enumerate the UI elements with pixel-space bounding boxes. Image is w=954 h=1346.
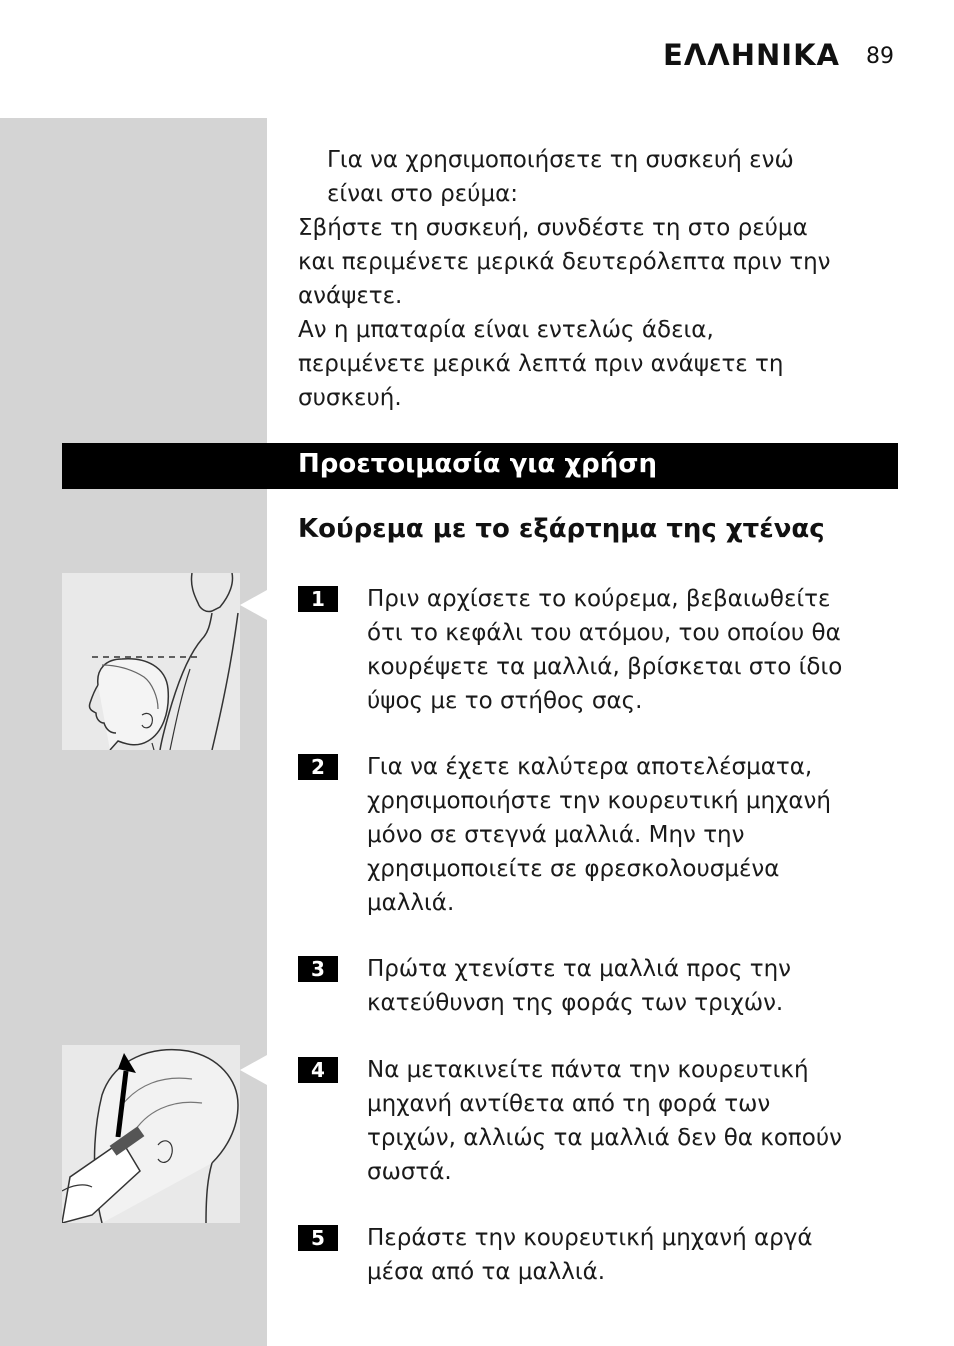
step-line: σωστά. xyxy=(367,1159,452,1185)
step-line: Πριν αρχίσετε το κούρεμα, βεβαιωθείτε xyxy=(367,586,831,612)
page-number: 89 xyxy=(866,44,894,69)
step-line: μαλλιά. xyxy=(367,890,455,916)
step-line: Περάστε την κουρευτική μηχανή αργά xyxy=(367,1225,813,1251)
step-line: Πρώτα χτενίστε τα μαλλιά προς την xyxy=(367,956,792,982)
step-line: χρησιμοποιείτε σε φρεσκολουσμένα xyxy=(367,856,780,882)
intro-line: και περιμένετε μερικά δευτερόλεπτα πριν την xyxy=(298,249,831,275)
section-title: Προετοιμασία για χρήση xyxy=(298,449,657,479)
step-number: 5 xyxy=(298,1225,338,1251)
step-line: μόνο σε στεγνά μαλλιά. Μην την xyxy=(367,822,745,848)
step-line: χρησιμοποιήστε την κουρευτική μηχανή xyxy=(367,788,831,814)
step-line: Για να έχετε καλύτερα αποτελέσματα, xyxy=(367,754,813,780)
step-number: 3 xyxy=(298,956,338,982)
header-language: ΕΛΛΗΝΙΚΑ xyxy=(663,38,840,72)
step-line: τριχών, αλλιώς τα μαλλιά δεν θα κοπούν xyxy=(367,1125,842,1151)
intro-line: είναι στο ρεύμα: xyxy=(327,181,519,207)
intro-line: Για να χρησιμοποιήσετε τη συσκευή ενώ xyxy=(327,147,794,173)
step-number: 1 xyxy=(298,586,338,612)
illustration-head-height xyxy=(62,573,240,750)
pointer-arrow-icon xyxy=(240,1055,272,1085)
step-number: 4 xyxy=(298,1057,338,1083)
step-line: μηχανή αντίθετα από τη φορά των xyxy=(367,1091,771,1117)
clipper-direction-drawing xyxy=(62,1045,240,1223)
intro-line: περιμένετε μερικά λεπτά πριν ανάψετε τη xyxy=(298,351,784,377)
step-line: ύψος με το στήθος σας. xyxy=(367,688,643,714)
intro-line: Σβήστε τη συσκευή, συνδέστε τη στο ρεύμα xyxy=(298,215,808,241)
head-height-drawing xyxy=(62,573,240,750)
step-line: κατεύθυνση της φοράς των τριχών. xyxy=(367,990,784,1016)
pointer-arrow-icon xyxy=(240,590,272,620)
intro-line: συσκευή. xyxy=(298,385,402,411)
intro-line: Αν η μπαταρία είναι εντελώς άδεια, xyxy=(298,317,714,343)
intro-line: ανάψετε. xyxy=(298,283,403,309)
step-line: Να μετακινείτε πάντα την κουρευτική xyxy=(367,1057,809,1083)
step-line: ότι το κεφάλι του ατόμου, του οποίου θα xyxy=(367,620,841,646)
step-line: κουρέψετε τα μαλλιά, βρίσκεται στο ίδιο xyxy=(367,654,843,680)
illustration-clipper-direction xyxy=(62,1045,240,1223)
step-line: μέσα από τα μαλλιά. xyxy=(367,1259,606,1285)
step-number: 2 xyxy=(298,754,338,780)
subheading: Κούρεμα με το εξάρτημα της χτένας xyxy=(298,514,825,544)
